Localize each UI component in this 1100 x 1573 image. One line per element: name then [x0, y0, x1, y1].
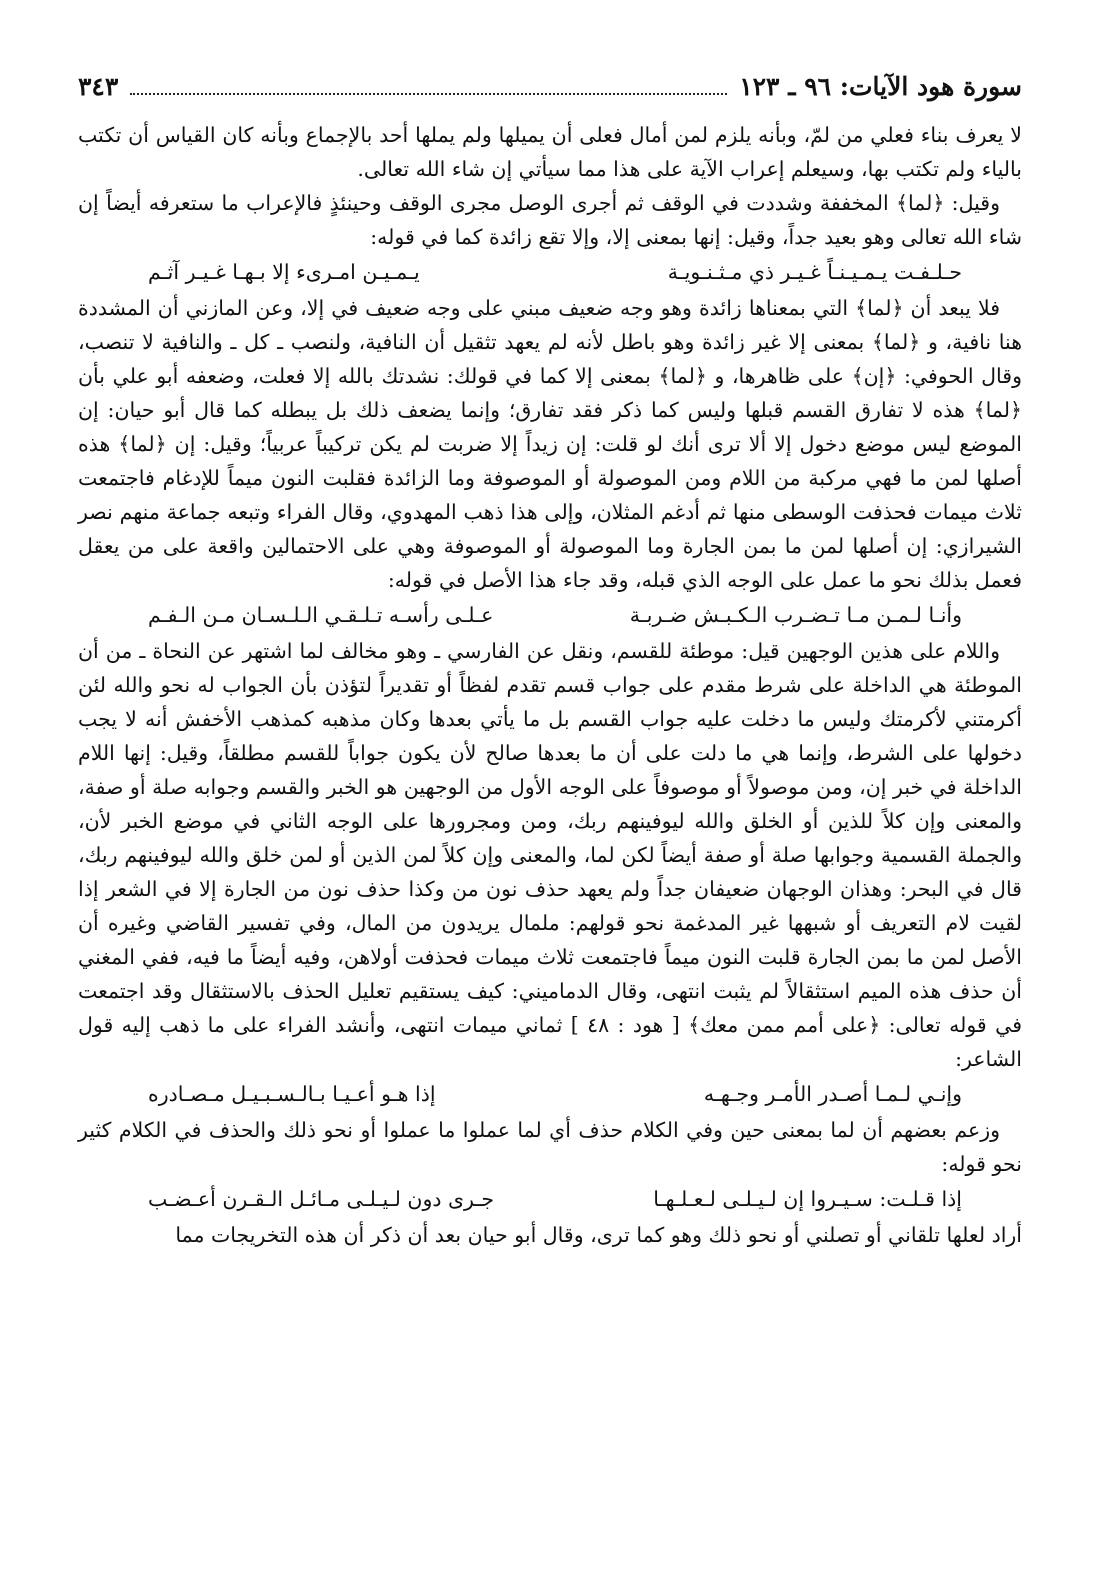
paragraph: وزعم بعضهم أن لما بمعنى حين وفي الكلام حذف أي لما عملوا ما عملوا أو نحو ذلك والحذف في الكلام كثير نحو قوله: — [78, 1118, 1022, 1176]
verse-line — [78, 254, 1022, 291]
paragraph: لا يعرف بناء فعلي من لمّ، وبأنه يلزم لمن أمال فعلى أن يميلها ولم يملها أحد بالإجماع وبأنه كان القياس أن تكتب بالياء ولم تكتب بها، وسيعلم إعراب الآية على هذا مما سيأتي إن شاء الله تعالى. — [78, 123, 1022, 181]
paragraph: فلا يبعد أن ﴿لما﴾ التي بمعناها زائدة وهو وجه ضعيف مبني على وجه ضعيف في إلا، وعن المازني أن المشددة هنا نافية، و ﴿لما﴾ بمعنى إلا غير زائدة وهو باطل لأنه لم يعهد تثقيل أن النافية، ولنصب ـ كل ـ والنافية لا تنصب، وقال الحوفي: ﴿إن﴾ على ظاهرها، و ﴿لما﴾ بمعنى إلا كما في قولك: نشدتك بالله إلا فعلت، وضعفه أبو علي بأن ﴿لما﴾ هذه لا تفارق القسم قبلها وليس كما ذكر فقد تفارق؛ وإنما يضعف ذلك بل يبطله كما قال أبو حيان: إن الموضع ليس موضع دخول إلا ألا ترى أنك لو قلت: إن زيداً إلا ضربت لم يكن تركيباً عربياً؛ وقيل: إن ﴿لما﴾ هذه أصلها لمن ما فهي مركبة من اللام ومن الموصولة أو الموصوفة وما الزائدة فقلبت النون ميماً للإدغام فاجتمعت ثلاث ميمات فحذفت الوسطى منها ثم أدغم المثلان، وإلى هذا ذهب المهدوي، وقال الفراء وتبعه جماعة منهم نصر الشيرازي: إن أصلها لمن ما بمن الجارة وما الموصولة أو الموصوفة وهي على الاحتمالين واقعة على من يعقل فعمل بذلك نحو ما عمل على الوجه الذي قبله، وقد جاء هذا الأصل في قوله: — [78, 296, 1022, 592]
verse-line — [78, 597, 1022, 634]
verse-hemistich-right: وإنـي لـمـا أصـدر الأمـر وجـهـه — [703, 1082, 962, 1106]
verse-hemistich-right: وأنـا لـمـن مـا تـضـرب الـكـبـش ضـربـة — [629, 603, 962, 627]
paragraph: وقيل: ﴿لما﴾ المخففة وشددت في الوقف ثم أجرى الوصل مجرى الوقف وحينئذٍ فالإعراب ما ستعرفه أيضاً إن شاء الله تعالى وهو بعيد جداً، وقيل: إنها بمعنى إلا، وإلا تقع زائدة كما في قوله: — [78, 191, 1022, 249]
verse-hemistich-right: إذا قـلـت: سـيـروا إن لـيـلـى لـعـلـهـا — [653, 1187, 962, 1211]
paragraph: أراد لعلها تلقاني أو تصلني أو نحو ذلك وهو كما ترى، وقال أبو حيان بعد أن ذكر أن هذه التخريجات مما — [175, 1223, 1022, 1247]
body-text — [78, 118, 1022, 1252]
verse-hemistich-left: إذا هـو أعـيـا بـالـسـبـيـل مـصـادره — [148, 1082, 436, 1106]
paragraph: واللام على هذين الوجهين قيل: موطئة للقسم، ونقل عن الفارسي ـ وهو مخالف لما اشتهر عن النحاة ـ من أن الموطئة هي الداخلة على شرط مقدم على جواب قسم تقدم لفظاً أو تقديراً لتؤذن بأن الجواب له نحو والله لئن أكرمتني لأكرمتك وليس ما دخلت عليه جواب القسم بل ما يأتي بعدها وكان مذهبه كمذهب الأخفش أنه لا يجب دخولها على الشرط، وإنما هي ما دلت على أن ما بعدها صالح لأن يكون جواباً للقسم مطلقاً، وقيل: إنها اللام الداخلة في خبر إن، ومن موصولاً أو موصوفاً على الوجه الأول من الوجهين هو الخبر والقسم وجوابه صلة أو صفة، والمعنى وإن كلاً للذين أو الخلق والله ليوفينهم ربك، ومن ومجرورها على الوجه الثاني في موضع الخبر لأن، والجملة القسمية وجوابها صلة أو صفة أيضاً لكن لما، والمعنى وإن كلاً لمن الذين أو لمن خلق والله ليوفينهم ربك، قال في البحر: وهذان الوجهان ضعيفان جداً ولم يعهد حذف نون من وكذا حذف نون من الجارة إلا في الشعر إذا لقيت لام التعريف أو شبهها غير المدغمة نحو قولهم: ملمال يريدون من المال، وفي تفسير القاضي وغيره أن الأصل لمن ما بمن الجارة قلبت النون ميماً فاجتمعت ثلاث ميمات فحذفت أولاهن، وفيه أيضاً ما فيه، ففي المغني أن حذف هذه الميم استثقالاً لم يثبت انتهى، وقال الدماميني: كيف يستقيم تعليل الحذف بالاستثقال وقد اجتمعت في قوله تعالى: ﴿على أمم ممن معك﴾ [ هود : ٤٨ ] ثماني ميمات انتهى، وأنشد الفراء على ما ذهب إليه قول الشاعر: — [78, 639, 1022, 1071]
verse-line — [78, 1181, 1022, 1218]
running-title: سورة هود الآيات: ٩٦ ـ ١٢٣ — [739, 72, 1022, 101]
page-number: ٣٤٣ — [78, 72, 119, 101]
page-header — [78, 72, 1022, 112]
verse-hemistich-left: يـمـيـن امـرىء إلا بـهـا غـيـر آثـم — [148, 260, 420, 284]
dotted-leader — [130, 92, 727, 95]
verse-hemistich-left: جـرى دون لـيـلـى مـائـل الـقـرن أعـضـب — [148, 1187, 495, 1211]
verse-hemistich-left: عـلـى رأسـه تـلـقـي الـلـسـان مـن الـفـم — [148, 603, 494, 627]
verse-line — [78, 1076, 1022, 1113]
verse-hemistich-right: حـلـفـت يـمـيـنـاً غـيـر ذي مـثـنـويـة — [667, 260, 962, 284]
